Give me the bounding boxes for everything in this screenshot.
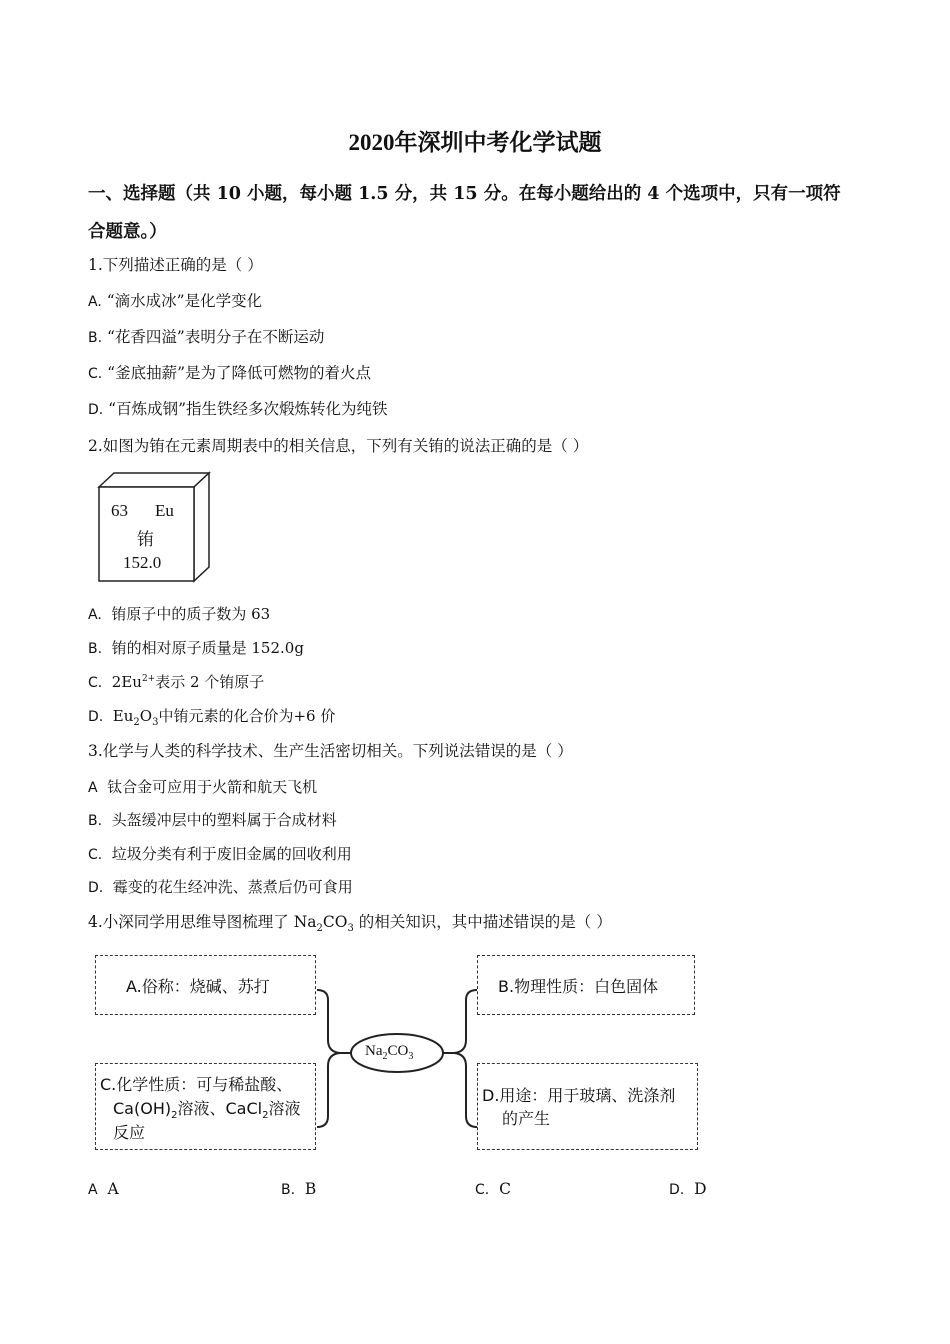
mind-map-box-c	[95, 1063, 316, 1150]
mind-map-box-a	[95, 955, 316, 1015]
q1-option-b-text: “花香四溢”表明分子在不断运动	[107, 328, 325, 346]
q4-answer-d-text: D	[694, 1180, 707, 1198]
q3-option-a-letter: A	[88, 780, 98, 796]
element-atomic-mass: 152.0	[123, 553, 162, 572]
q3-option-b-text: 头盔缓冲层中的塑料属于合成材料	[111, 811, 337, 829]
q3-option-b	[88, 809, 337, 830]
center-formula	[365, 1043, 413, 1062]
q3-option-d-text: 霉变的花生经冲洗、蒸煮后仍可食用	[112, 878, 353, 896]
q1-option-a-text: “滴水成冰”是化学变化	[106, 292, 263, 310]
q1-option-c-text: “釜底抽薪”是为了降低可燃物的着火点	[107, 364, 372, 382]
q2-option-c-formula: 2Eu	[111, 673, 142, 691]
q4-answer-a-letter: A	[88, 1182, 98, 1198]
page-title: 2020年深圳中考化学试题	[348, 130, 602, 155]
section-heading-line2: 合题意。）	[88, 222, 167, 242]
box-c-line2-sub1: 2	[171, 1110, 178, 1122]
q4-answer-b	[281, 1180, 316, 1198]
q3-stem: 3.化学与人类的科学技术、生产生活密切相关。下列说法错误的是（ ）	[88, 742, 573, 760]
q1-option-c-letter: C.	[88, 366, 103, 382]
box-c-line3: 反应	[113, 1123, 146, 1142]
left-brace	[317, 990, 340, 1127]
q2-option-d-text: 中铕元素的化合价为+6 价	[158, 707, 336, 725]
q3-option-a-text: 钛合金可应用于火箭和航天飞机	[107, 778, 318, 796]
q3-option-c-letter: C.	[88, 847, 103, 863]
q3-option-d	[88, 876, 353, 897]
element-name: 铕	[137, 530, 154, 550]
q2-option-d-sub1: 2	[133, 717, 140, 728]
q4-stem-sub1: 2	[316, 923, 323, 935]
q4-answer-b-text: B	[304, 1180, 317, 1198]
q2-option-a-letter: A.	[88, 607, 102, 623]
q3-option-c-text: 垃圾分类有利于废旧金属的回收利用	[111, 845, 352, 863]
q1-option-a-letter: A.	[88, 294, 102, 310]
box-c-line2-b: 溶液、CaCl	[177, 1099, 263, 1118]
q4-answer-c	[475, 1180, 511, 1198]
q2-option-d-formula-eu: Eu	[112, 707, 134, 725]
q4-answer-b-letter: B.	[281, 1182, 296, 1198]
q2-option-d-sub2: 3	[152, 717, 159, 728]
q2-option-a	[88, 603, 270, 624]
q1-option-d-text: “百炼成钢”指生铁经多次煅炼转化为纯铁	[108, 400, 388, 418]
q2-stem: 2.如图为铕在元素周期表中的相关信息，下列有关铕的说法正确的是（ ）	[88, 437, 589, 455]
element-atomic-number: 63	[111, 501, 128, 520]
q3-option-a	[88, 776, 317, 797]
mind-map-box-b	[477, 955, 695, 1015]
q4-stem-mid: CO	[322, 913, 348, 931]
q3-option-d-letter: D.	[88, 880, 104, 896]
q1-stem: 1.下列描述正确的是（ ）	[88, 256, 263, 274]
q2-option-a-text: 铕原子中的质子数为 63	[111, 605, 271, 623]
mind-map-box-d	[477, 1063, 698, 1150]
q2-option-d-letter: D.	[88, 709, 104, 725]
right-brace	[454, 990, 477, 1127]
element-card-side-face	[194, 473, 209, 581]
q2-option-d-formula-o: O	[139, 707, 153, 725]
q1-option-d-letter: D.	[88, 402, 104, 418]
box-c-line1: C.化学性质：可与稀盐酸、	[100, 1075, 293, 1094]
section-heading-line1: 一、选择题（共 10 小题，每小题 1.5 分，共 15 分。在每小题给出的 4 个选项中，只有一项符	[88, 184, 841, 204]
q2-option-d	[88, 705, 335, 728]
q3-option-c	[88, 843, 352, 864]
box-b-text: B.物理性质：白色固体	[498, 977, 659, 996]
q3-option-b-letter: B.	[88, 813, 103, 829]
q2-option-c-charge: 2+	[141, 674, 156, 684]
q4-answer-a-text: A	[107, 1180, 119, 1198]
q2-option-b-letter: B.	[88, 641, 103, 657]
box-d-line2: 的产生	[502, 1109, 551, 1128]
center-formula-sub1: 2	[382, 1051, 388, 1062]
q4-stem-pre: 4.小深同学用思维导图梳理了 Na	[88, 913, 317, 931]
center-formula-na: Na	[365, 1043, 383, 1059]
q1-option-c	[88, 361, 371, 383]
box-a-text: A.俗称：烧碱、苏打	[126, 977, 270, 996]
q4-stem-post: 的相关知识，其中描述错误的是（ ）	[353, 913, 612, 931]
box-c-line2-c: 溶液	[268, 1099, 301, 1118]
q2-option-c	[88, 671, 264, 692]
box-d-line1: D.用途：用于玻璃、洗涤剂	[482, 1086, 676, 1105]
q2-option-c-text: 表示 2 个铕原子	[155, 673, 265, 691]
q4-stem	[88, 910, 612, 934]
q1-option-a	[88, 289, 262, 311]
q4-answer-d-letter: D.	[669, 1182, 685, 1198]
q4-stem-sub2: 3	[347, 923, 354, 935]
q4-answer-d	[669, 1180, 707, 1198]
q4-answer-c-letter: C.	[475, 1182, 490, 1198]
q4-answer-c-text: C	[499, 1180, 511, 1198]
box-c-line2	[113, 1096, 300, 1121]
q1-option-b	[88, 325, 324, 347]
element-symbol: Eu	[155, 501, 174, 520]
q2-option-b-text: 铕的相对原子质量是 152.0g	[111, 639, 304, 657]
box-c-line2-a: Ca(OH)	[113, 1099, 172, 1118]
q2-option-b	[88, 637, 304, 658]
q1-option-b-letter: B.	[88, 330, 103, 346]
center-formula-co: CO	[387, 1043, 409, 1059]
element-card-top-face	[99, 473, 209, 487]
q4-answer-a	[88, 1180, 119, 1198]
q1-option-d	[88, 397, 388, 419]
center-formula-sub2: 3	[408, 1051, 414, 1062]
box-c-line2-sub2: 2	[262, 1110, 269, 1122]
q2-option-c-letter: C.	[88, 675, 103, 691]
